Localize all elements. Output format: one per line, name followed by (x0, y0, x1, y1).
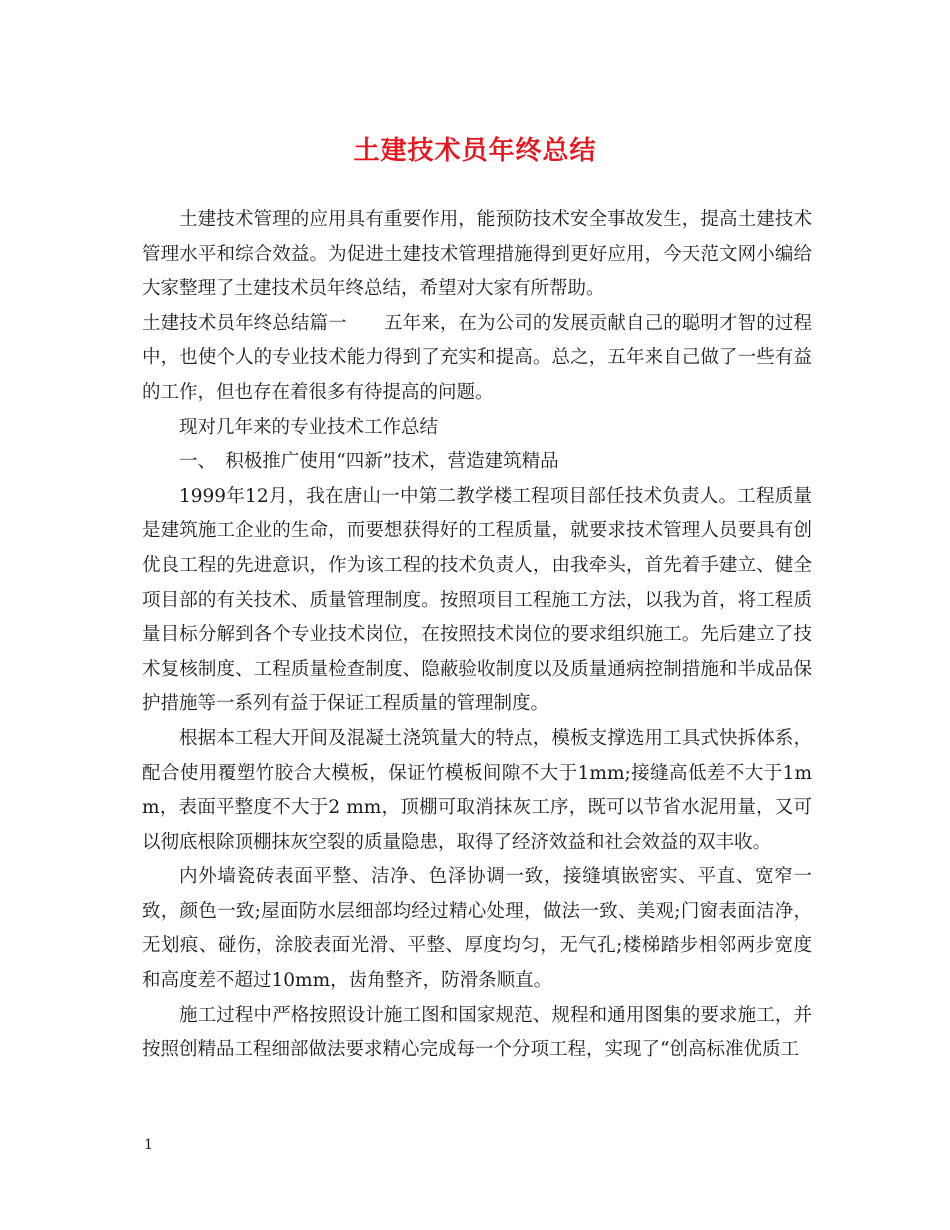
paragraph-section-one-heading: 土建技术员年终总结篇一 五年来，在为公司的发展贡献自己的聪明才智的过程中，也使个人的专业技术能力得到了充实和提高。总之，五年来自己做了一些有益的工作，但也存在着很多有待提高的问题。 (142, 312, 812, 403)
paragraph-tiles: 内外墙瓷砖表面平整、洁净、色泽协调一致，接缝填嵌密实、平直、宽窄一致，颜色一致;屋面防水层细部均经过精心处理，做法一致、美观;门窗表面洁净，无划痕、碰伤，涂胶表面光滑、平整、厚度均匀，无气孔;楼梯踏步相邻两步宽度和高度差不超过10mm，齿角整齐，防滑条顺直。 (142, 866, 812, 992)
paragraph-formwork: 根据本工程大开间及混凝土浇筑量大的特点，模板支撑选用工具式快拆体系，配合使用覆塑竹胶合大模板，保证竹模板间隙不大于1mm;接缝高低差不大于1mm，表面平整度不大于2 mm，顶棚可取消抹灰工序，既可以节省水泥用量，又可以彻底根除顶棚抹灰空裂的质量隐患，取得了经济效益和社会效益的双丰收。 (142, 727, 812, 853)
paragraph-project-1999: 1999年12月，我在唐山一中第二教学楼工程项目部任技术负责人。工程质量是建筑施工企业的生命，而要想获得好的工程质量，就要求技术管理人员要具有创优良工程的先进意识，作为该工程的技术负责人，由我牵头，首先着手建立、健全项目部的有关技术、质量管理制度。按照项目工程施工方法，以我为首，将工程质量目标分解到各个专业技术岗位，在按照技术岗位的要求组织施工。先后建立了技术复核制度、工程质量检查制度、隐蔽验收制度以及质量通病控制措施和半成品保护措施等一系列有益于保证工程质量的管理制度。 (142, 485, 812, 715)
paragraph-intro: 土建技术管理的应用具有重要作用，能预防技术安全事故发生，提高土建技术管理水平和综合效益。为促进土建技术管理措施得到更好应用，今天范文网小编给大家整理了土建技术员年终总结，希望对大家有所帮助。 (142, 209, 812, 300)
paragraph-subheading-one: 一、 积极推广使用“四新”技术，营造建筑精品 (179, 451, 559, 473)
page-number: 1 (144, 1137, 153, 1153)
document-title: 土建技术员年终总结 (353, 136, 597, 166)
paragraph-construction-process: 施工过程中严格按照设计施工图和国家规范、规程和通用图集的要求施工，并按照创精品工程细部做法要求精心完成每一个分项工程，实现了“创高标准优质工 (142, 1004, 812, 1061)
document-body (142, 203, 812, 1068)
paragraph-summary-lead: 现对几年来的专业技术工作总结 (179, 416, 439, 438)
